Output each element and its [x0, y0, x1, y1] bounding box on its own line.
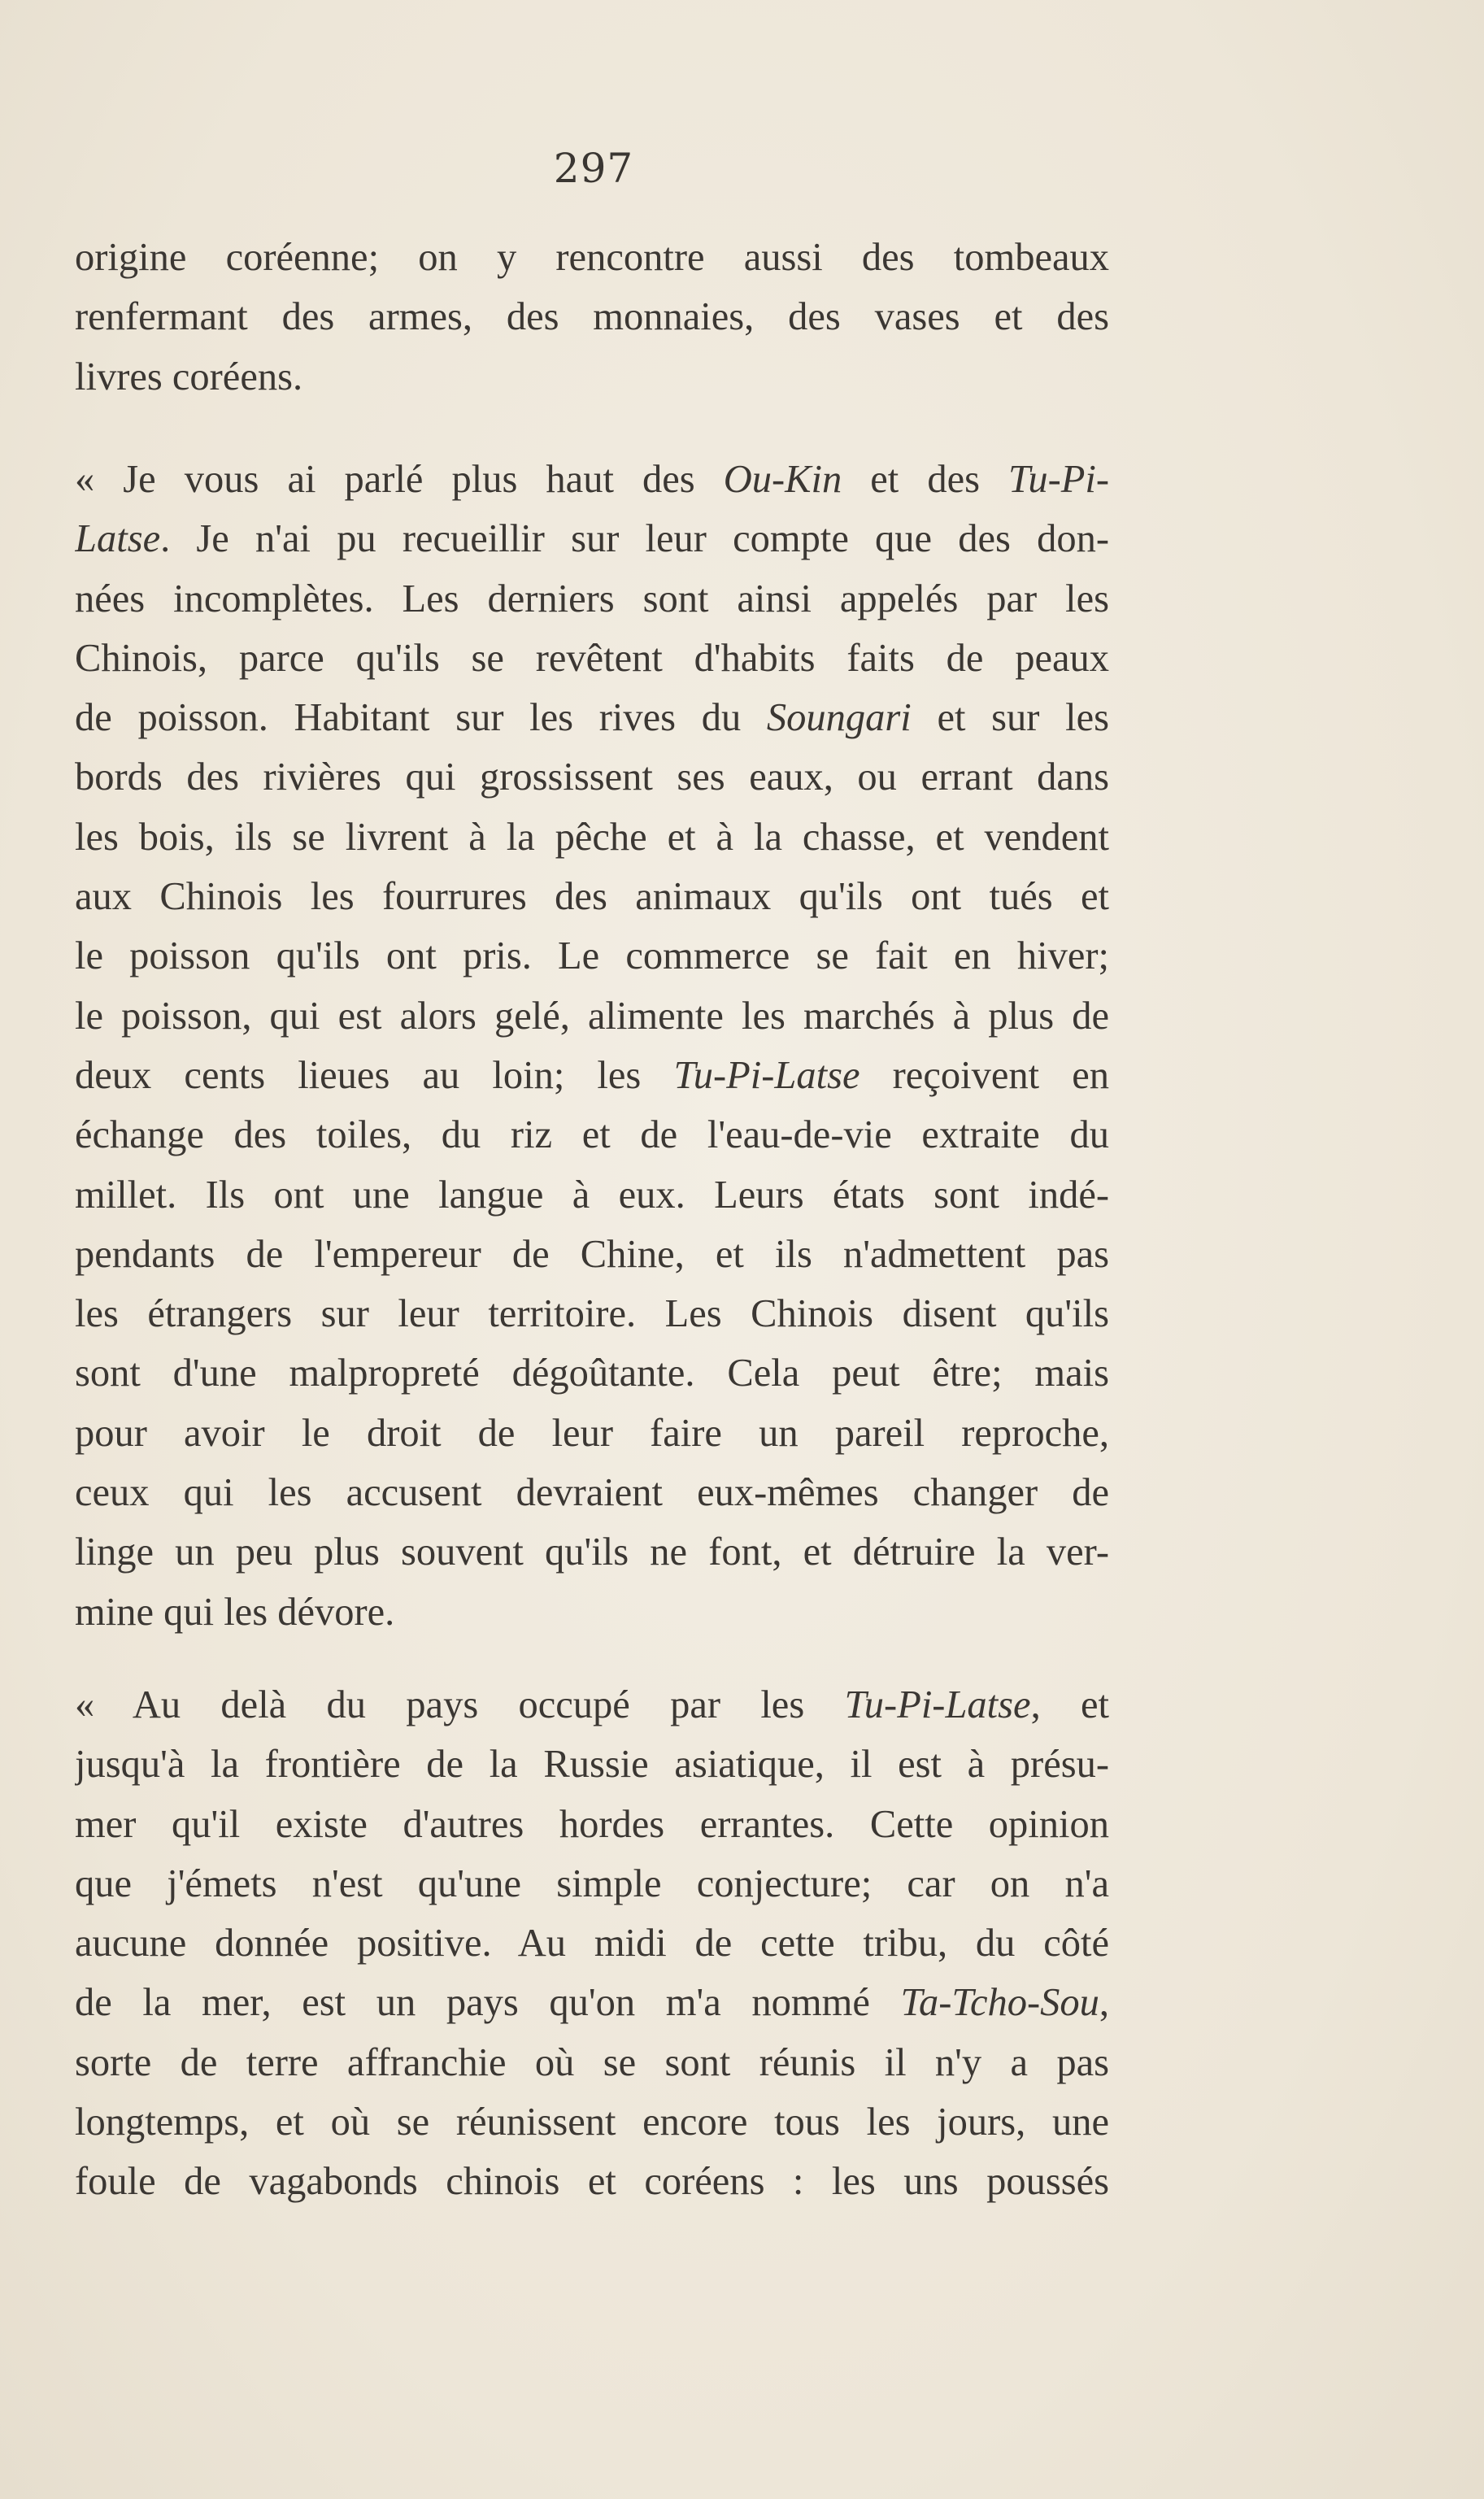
text-line: échange des toiles, du riz et de l'eau-de-vie extraite du: [75, 1113, 1109, 1157]
text-line: aucune donnée positive. Au midi de cette tribu, du côté: [75, 1922, 1109, 1966]
text-line: de poisson. Habitant sur les rives du Soungari et sur les: [75, 696, 1109, 740]
text-line: le poisson, qui est alors gelé, alimente les marchés à plus de: [75, 994, 1109, 1038]
text-line: deux cents lieues au loin; les Tu-Pi-Latse reçoivent en: [75, 1053, 1109, 1097]
text-line: sorte de terre affranchie où se sont réunis il n'y a pas: [75, 2040, 1109, 2084]
text-line: nées incomplètes. Les derniers sont ainsi appelés par les: [75, 577, 1109, 620]
text-line: origine coréenne; on y rencontre aussi des tombeaux: [75, 236, 1109, 279]
text-line: pendants de l'empereur de Chine, et ils n'admettent pas: [75, 1232, 1109, 1276]
text-line: millet. Ils ont une langue à eux. Leurs états sont indé-: [75, 1173, 1109, 1217]
text-line: « Je vous ai parlé plus haut des Ou-Kin et des Tu-Pi-: [75, 458, 1109, 501]
text-line: bords des rivières qui grossissent ses eaux, ou errant dans: [75, 755, 1109, 799]
text-line: ceux qui les accusent devraient eux-mêmes changer de: [75, 1471, 1109, 1515]
text-line: jusqu'à la frontière de la Russie asiatique, il est à présu-: [75, 1743, 1109, 1787]
paragraph-3: [75, 1675, 1109, 2212]
text-line: le poisson qu'ils ont pris. Le commerce se fait en hiver;: [75, 934, 1109, 978]
text-line: les étrangers sur leur territoire. Les Chinois disent qu'ils: [75, 1292, 1109, 1336]
paragraph-1: [75, 228, 1109, 407]
text-line: linge un peu plus souvent qu'ils ne font, et détruire la ver-: [75, 1530, 1109, 1574]
text-line: renfermant des armes, des monnaies, des vases et des: [75, 295, 1109, 339]
paragraph-2: [75, 450, 1109, 1642]
text-line: Chinois, parce qu'ils se revêtent d'habits faits de peaux: [75, 636, 1109, 680]
text-line: pour avoir le droit de leur faire un pareil reproche,: [75, 1411, 1109, 1455]
text-line: de la mer, est un pays qu'on m'a nommé Ta-Tcho-Sou,: [75, 1981, 1109, 2025]
text-line: Latse. Je n'ai pu recueillir sur leur compte que des don-: [75, 517, 1109, 561]
text-line: foule de vagabonds chinois et coréens : les uns poussés: [75, 2160, 1109, 2204]
text-line: longtemps, et où se réunissent encore tous les jours, une: [75, 2101, 1109, 2144]
text-line: sont d'une malpropreté dégoûtante. Cela peut être; mais: [75, 1352, 1109, 1395]
text-line: aux Chinois les fourrures des animaux qu'ils ont tués et: [75, 875, 1109, 919]
page-number: 297: [553, 145, 634, 192]
text-line: « Au delà du pays occupé par les Tu-Pi-Latse, et: [75, 1683, 1109, 1726]
text-line: mine qui les dévore.: [75, 1590, 395, 1634]
text-line: les bois, ils se livrent à la pêche et à la chasse, et vendent: [75, 815, 1109, 859]
text-line: mer qu'il existe d'autres hordes errantes. Cette opinion: [75, 1802, 1109, 1846]
text-line: livres coréens.: [75, 355, 303, 398]
text-line: que j'émets n'est qu'une simple conjecture; car on n'a: [75, 1861, 1109, 1905]
